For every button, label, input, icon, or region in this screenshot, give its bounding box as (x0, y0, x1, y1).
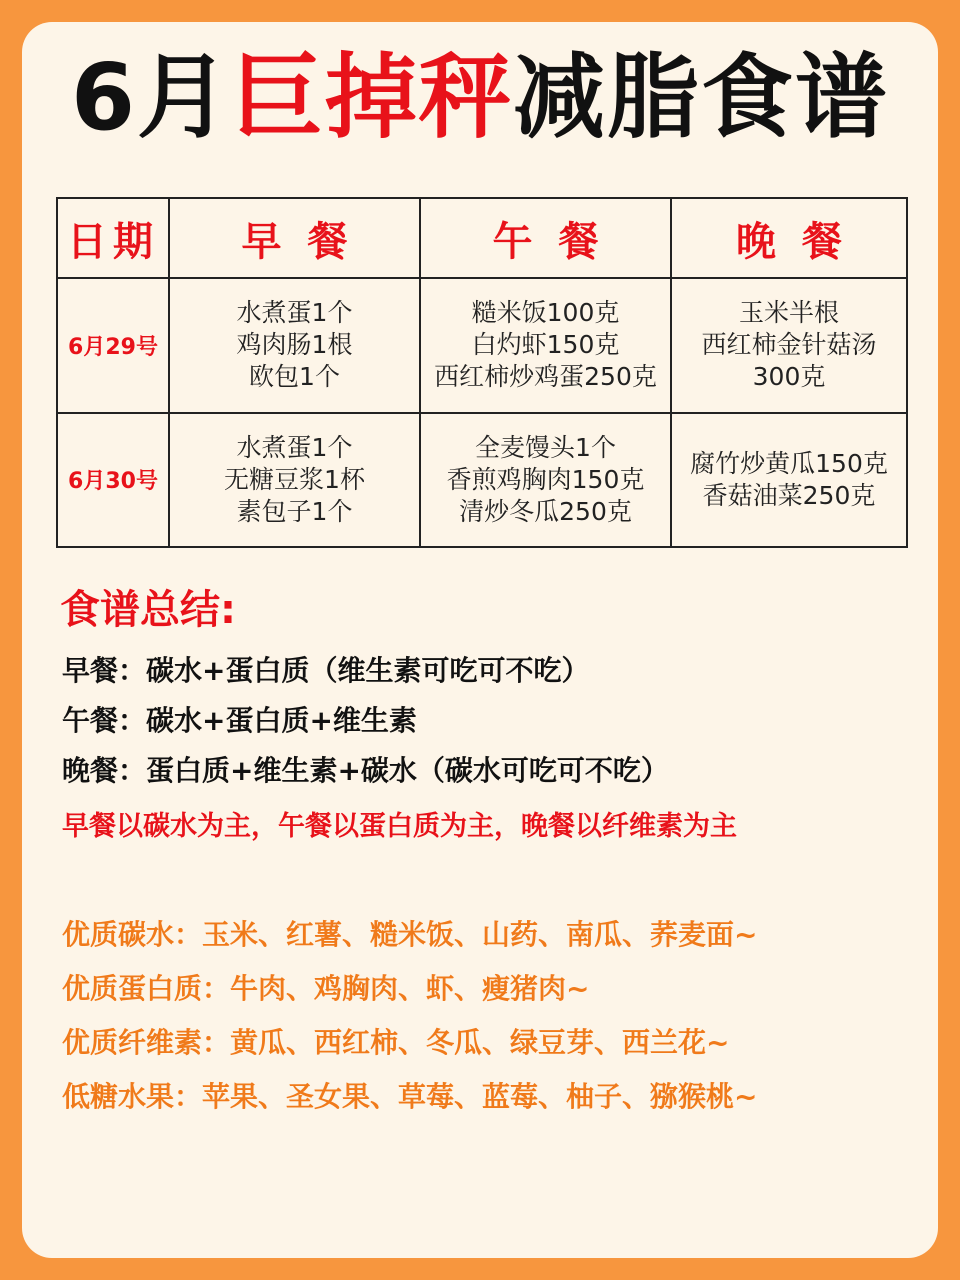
menu-item: 香煎鸡胸肉150克 (446, 464, 645, 494)
breakfast-cell (169, 413, 420, 548)
dinner-cell (671, 413, 907, 548)
menu-item: 糙米饭100克 (471, 298, 620, 328)
table-row (57, 413, 907, 548)
meal-plan-table (56, 197, 908, 548)
title-highlight: 巨掉秤 (230, 44, 513, 151)
lunch-cell (420, 413, 671, 548)
menu-item: 香菇油菜250克 (702, 480, 876, 510)
header-date: 日期 (57, 198, 169, 278)
lunch-cell (420, 278, 671, 413)
food-list-fiber: 优质纤维素：黄瓜、西红柿、冬瓜、绿豆芽、西兰花~ (62, 1026, 730, 1059)
summary-highlight: 早餐以碳水为主，午餐以蛋白质为主，晚餐以纤维素为主 (62, 811, 737, 842)
menu-item: 300克 (752, 362, 826, 392)
food-list-fruits: 低糖水果：苹果、圣女果、草莓、蓝莓、柚子、猕猴桃~ (62, 1080, 758, 1113)
table-row (57, 278, 907, 413)
menu-item: 白灼虾150克 (471, 330, 620, 360)
breakfast-cell (169, 278, 420, 413)
header-dinner: 晚餐 (671, 198, 907, 278)
summary-line-breakfast: 早餐：碳水+蛋白质（维生素可吃可不吃） (62, 654, 590, 687)
menu-item: 水煮蛋1个 (236, 432, 353, 462)
row-date: 6月30号 (57, 413, 169, 548)
menu-item: 西红柿炒鸡蛋250克 (434, 362, 657, 392)
summary-line-dinner: 晚餐：蛋白质+维生素+碳水（碳水可吃可不吃） (62, 754, 669, 787)
menu-item: 水煮蛋1个 (236, 298, 353, 328)
menu-item: 欧包1个 (249, 362, 340, 392)
menu-item: 腐竹炒黄瓜150克 (690, 448, 888, 478)
header-lunch: 午餐 (420, 198, 671, 278)
header-breakfast: 早餐 (169, 198, 420, 278)
food-list-carbs: 优质碳水：玉米、红薯、糙米饭、山药、南瓜、荞麦面~ (62, 918, 758, 951)
menu-item: 玉米半根 (738, 298, 839, 328)
menu-item: 素包子1个 (236, 496, 353, 526)
row-date: 6月29号 (57, 278, 169, 413)
page-title (0, 44, 960, 151)
menu-item: 西红柿金针菇汤 (701, 330, 877, 360)
dinner-cell (671, 278, 907, 413)
menu-item: 鸡肉肠1根 (236, 330, 353, 360)
title-month: 6月 (70, 44, 231, 151)
summary-title: 食谱总结: (60, 587, 236, 633)
menu-item: 全麦馒头1个 (475, 432, 616, 462)
title-rest: 减脂食谱 (513, 44, 890, 151)
menu-item: 清炒冬瓜250克 (459, 496, 632, 526)
summary-line-lunch: 午餐：碳水+蛋白质+维生素 (62, 704, 417, 737)
menu-item: 无糖豆浆1杯 (224, 464, 365, 494)
table-header-row (57, 198, 907, 278)
food-list-protein: 优质蛋白质：牛肉、鸡胸肉、虾、瘦猪肉~ (62, 972, 590, 1005)
